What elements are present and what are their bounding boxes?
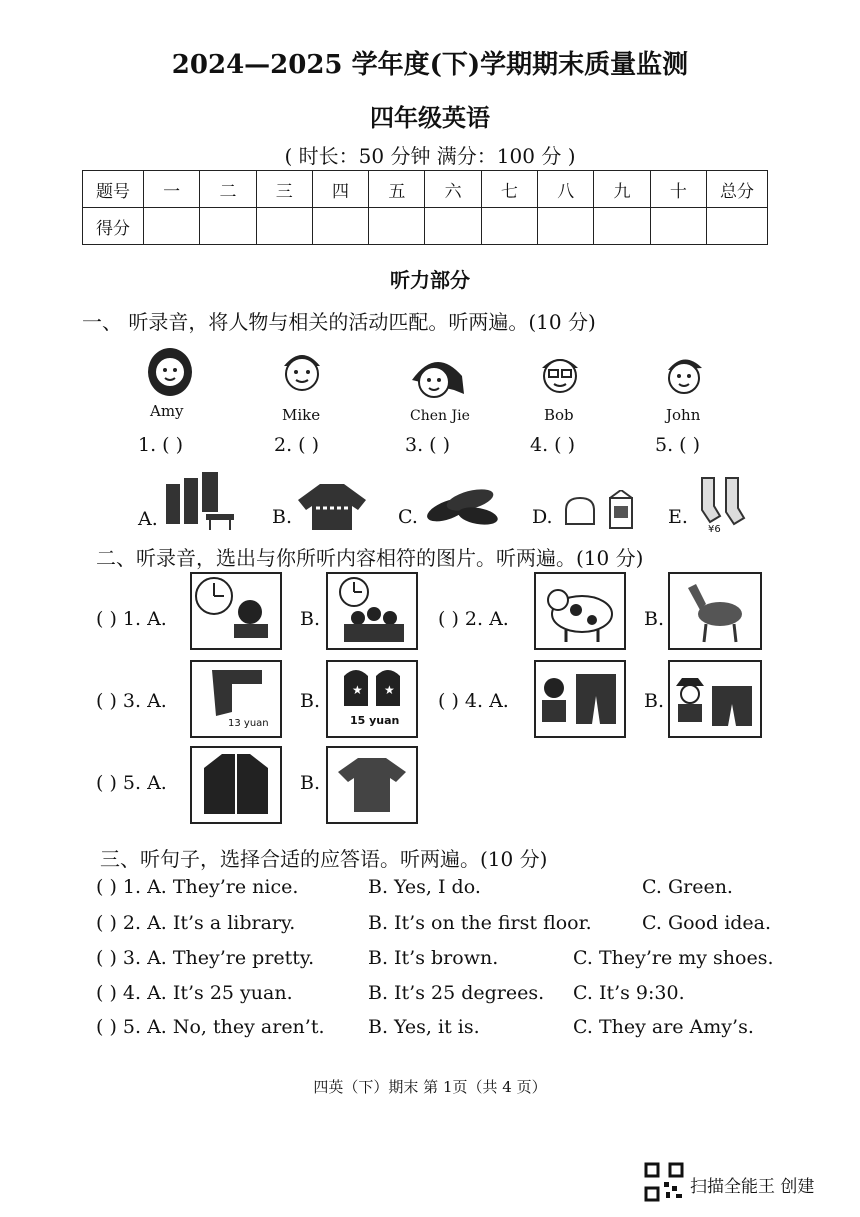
library-shelves-icon (162, 470, 242, 532)
person-name: Amy (150, 402, 184, 420)
amy-avatar (140, 342, 200, 397)
question-label[interactable]: ( ) 1. A. (96, 608, 167, 630)
option-c: C. Green. (642, 876, 733, 898)
option-label: C. (398, 506, 418, 528)
page-footer: 四英（下）期末 第 1页（共 4 页） (313, 1078, 547, 1096)
score-cell[interactable] (650, 208, 706, 245)
score-cell[interactable] (369, 208, 425, 245)
jacket-icon (192, 748, 280, 822)
score-table (82, 170, 768, 245)
table-cell: 题号 (83, 171, 144, 208)
option-label: B. (300, 690, 321, 712)
question-row-3[interactable]: ( ) 3. A. They’re pretty. (96, 947, 315, 969)
score-cell[interactable] (144, 208, 200, 245)
table-cell: 四 (312, 171, 368, 208)
option-label: B. (272, 506, 293, 528)
person-name: Mike (282, 406, 321, 424)
question-row-5[interactable]: ( ) 5. A. No, they aren’t. (96, 1016, 325, 1038)
picture-3a[interactable] (190, 660, 282, 738)
score-cell[interactable] (312, 208, 368, 245)
cow-icon (536, 574, 624, 648)
picture-4a[interactable] (534, 660, 626, 738)
qr-code-icon (644, 1162, 684, 1202)
person-name: Chen Jie (410, 408, 470, 424)
option-b: B. Yes, it is. (368, 1016, 480, 1038)
option-label: B. (300, 772, 321, 794)
table-cell: 十 (650, 171, 706, 208)
listening-title: 听力部分 (390, 268, 470, 292)
option-c: C. It’s 9:30. (573, 982, 685, 1004)
donkey-icon (670, 574, 760, 648)
old-man-and-shorts-icon (670, 662, 760, 736)
option-label: A. (138, 508, 158, 530)
section2-title: 二、听录音，选出与你所听内容相符的图片。听两遍。(10 分) (96, 546, 644, 570)
score-cell[interactable] (538, 208, 594, 245)
score-cell[interactable] (425, 208, 481, 245)
socks-icon (694, 476, 750, 530)
picture-2b[interactable] (668, 572, 762, 650)
exam-info: ( 时长：50 分钟 满分：100 分 ) (284, 144, 576, 168)
mike-avatar (272, 344, 332, 399)
score-cell[interactable] (707, 208, 768, 245)
option-b: B. Yes, I do. (368, 876, 481, 898)
option-label: B. (644, 608, 665, 630)
question-label[interactable]: ( ) 4. A. (438, 690, 509, 712)
option-label: D. (532, 506, 553, 528)
table-cell: 五 (369, 171, 425, 208)
answer-blank[interactable]: 2. ( ) (274, 434, 320, 456)
picture-5a[interactable] (190, 746, 282, 824)
john-avatar (656, 348, 712, 403)
score-table-header-row (83, 171, 768, 208)
price-label: 15 yuan (350, 714, 400, 727)
exam-subtitle: 四年级英语 (370, 103, 490, 132)
sweater-icon (296, 480, 368, 532)
score-cell[interactable] (481, 208, 537, 245)
svg-text:★: ★ (384, 683, 395, 697)
option-c: C. They’re my shoes. (573, 947, 774, 969)
score-cell[interactable] (200, 208, 256, 245)
option-b: B. It’s on the first floor. (368, 912, 592, 934)
section3-title: 三、听句子，选择合适的应答语。听两遍。(10 分) (100, 847, 548, 871)
exam-title: 2024—2025 学年度(下)学期期末质量监测 (171, 50, 689, 80)
question-row-1[interactable]: ( ) 1. A. They’re nice. (96, 876, 299, 898)
table-cell: 七 (481, 171, 537, 208)
option-label: E. (668, 506, 688, 528)
picture-4b[interactable] (668, 660, 762, 738)
girl-reading-clock-icon (192, 574, 280, 648)
bob-avatar (530, 346, 590, 401)
corn-icon (424, 474, 504, 532)
table-cell: 六 (425, 171, 481, 208)
picture-1b[interactable] (326, 572, 418, 650)
option-label: B. (644, 690, 665, 712)
question-label[interactable]: ( ) 2. A. (438, 608, 509, 630)
option-c: C. Good idea. (642, 912, 772, 934)
bread-and-milk-icon (562, 490, 644, 530)
question-row-2[interactable]: ( ) 2. A. It’s a library. (96, 912, 296, 934)
option-b: B. It’s brown. (368, 947, 499, 969)
score-cell[interactable] (594, 208, 650, 245)
score-cell[interactable] (256, 208, 312, 245)
table-cell: 九 (594, 171, 650, 208)
answer-blank[interactable]: 4. ( ) (530, 434, 576, 456)
price-label: ¥6 (708, 524, 721, 535)
picture-5b[interactable] (326, 746, 418, 824)
person-name: Bob (544, 406, 574, 424)
answer-blank[interactable]: 1. ( ) (138, 434, 184, 456)
question-row-4[interactable]: ( ) 4. A. It’s 25 yuan. (96, 982, 293, 1004)
answer-blank[interactable]: 3. ( ) (405, 434, 451, 456)
table-cell: 总分 (707, 171, 768, 208)
answer-blank[interactable]: 5. ( ) (655, 434, 701, 456)
chen-jie-avatar (406, 350, 468, 405)
person-name: John (666, 406, 701, 424)
option-label: B. (300, 608, 321, 630)
price-label: 13 yuan (228, 718, 269, 729)
boy-and-shorts-icon (536, 662, 624, 736)
table-cell: 一 (144, 171, 200, 208)
section1-title: 一、 听录音，将人物与相关的活动匹配。听两遍。(10 分) (82, 310, 596, 334)
picture-1a[interactable] (190, 572, 282, 650)
t-shirt-icon (328, 748, 416, 822)
option-c: C. They are Amy’s. (573, 1016, 754, 1038)
score-table-score-row (83, 208, 768, 245)
table-cell: 得分 (83, 208, 144, 245)
picture-3b[interactable] (326, 660, 418, 738)
family-watching-clock-icon (328, 574, 416, 648)
svg-text:★: ★ (352, 683, 363, 697)
table-cell: 二 (200, 171, 256, 208)
question-label[interactable]: ( ) 3. A. (96, 690, 167, 712)
table-cell: 三 (256, 171, 312, 208)
picture-2a[interactable] (534, 572, 626, 650)
table-cell: 八 (538, 171, 594, 208)
option-b: B. It’s 25 degrees. (368, 982, 545, 1004)
question-label[interactable]: ( ) 5. A. (96, 772, 167, 794)
scanner-watermark: 扫描全能王 创建 (690, 1177, 815, 1197)
